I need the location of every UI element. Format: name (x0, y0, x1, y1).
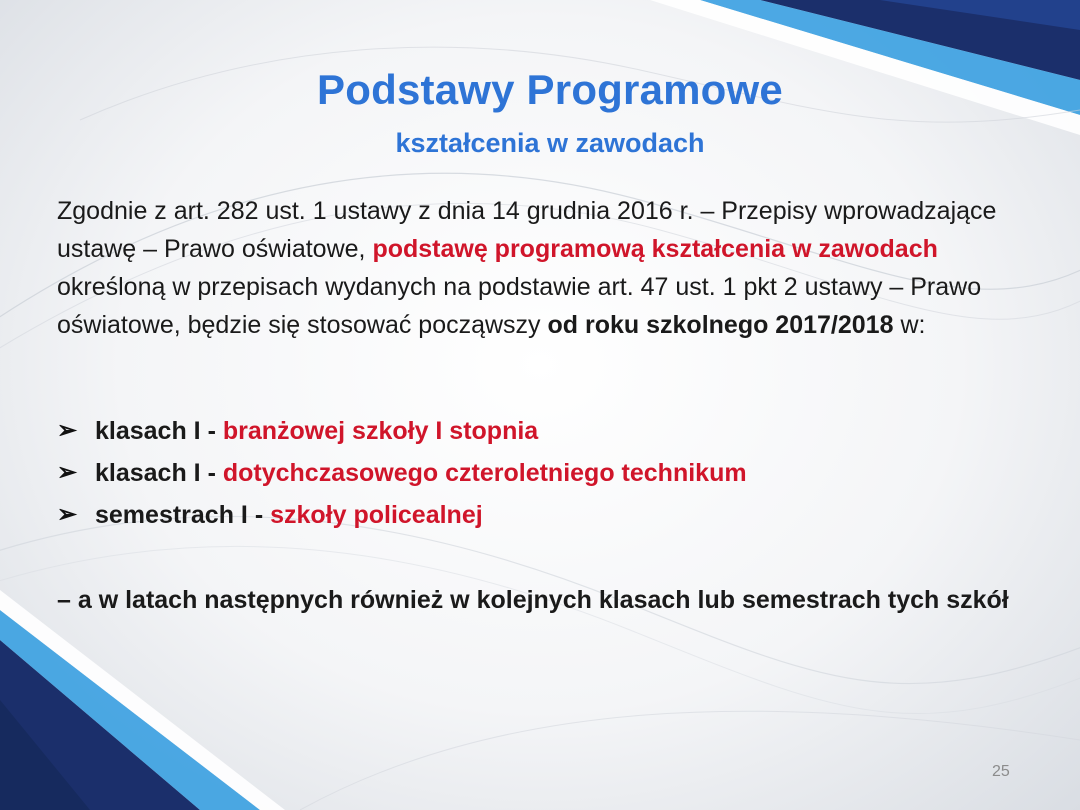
closing-text: – a w latach następnych również w kolejnych klasach lub semestrach tych szkół (57, 586, 1009, 614)
arrow-bullet-icon: ➢ (57, 417, 78, 444)
slide-subtitle: kształcenia w zawodach (395, 128, 705, 158)
page-number: 25 (992, 763, 1010, 780)
bullet-prefix: klasach I - (95, 417, 223, 445)
paragraph-part1: Zgodnie z art. 282 ust. 1 ustawy z dnia 14 grudnia 2016 r. – Przepisy wprowadzające ustawę – Prawo oświatowe, (57, 197, 997, 263)
slide-title: Podstawy Programowe (317, 66, 783, 113)
list-item (57, 494, 1017, 536)
paragraph-part3: w: (893, 311, 926, 339)
list-item (57, 410, 1017, 452)
intro-paragraph (57, 192, 1017, 344)
bullet-highlight: szkoły policealnej (270, 501, 483, 529)
bullet-highlight: branżowej szkoły I stopnia (222, 417, 539, 445)
paragraph-bold: od roku szkolnego 2017/2018 (547, 311, 894, 339)
bullet-list (57, 410, 1017, 536)
bullet-prefix: klasach I - (95, 459, 223, 487)
paragraph-highlight: podstawę programową kształcenia w zawodach (372, 235, 938, 263)
paragraph-part2: określoną w przepisach wydanych na podstawie art. 47 ust. 1 pkt 2 ustawy – Prawo oświatowe, będzie się stosować począwszy (57, 273, 982, 339)
list-item (57, 452, 1017, 494)
arrow-bullet-icon: ➢ (57, 501, 78, 528)
bullet-prefix: semestrach I - (95, 501, 271, 529)
arrow-bullet-icon: ➢ (57, 459, 78, 486)
bullet-highlight: dotychczasowego czteroletniego technikum (222, 459, 747, 487)
